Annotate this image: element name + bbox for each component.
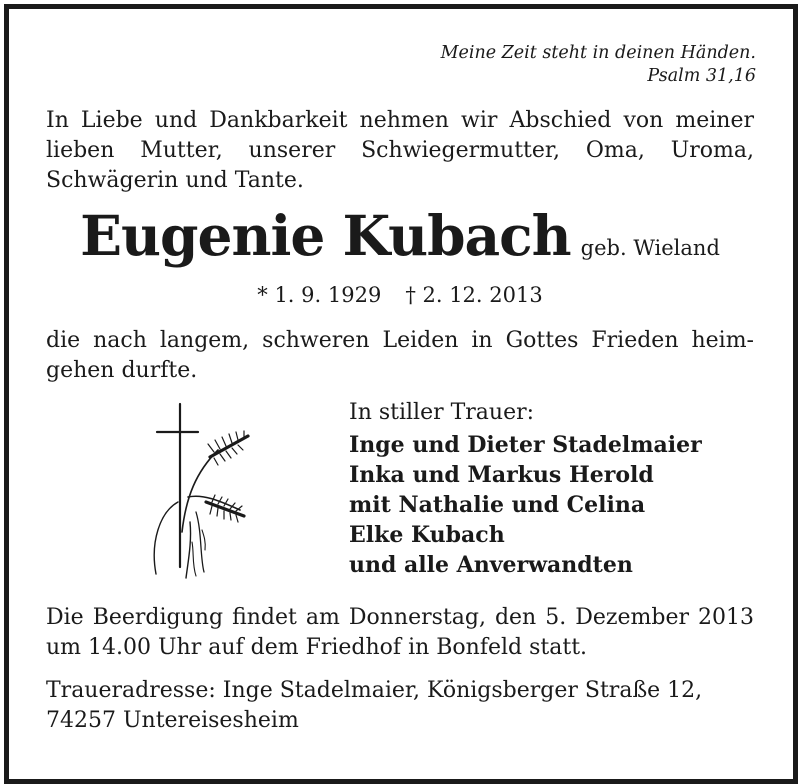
address-line-1: Traueradresse: Inge Stadelmaier, Königsberger Straße 12, xyxy=(46,678,703,703)
mourner-name: Inka und Markus Herold xyxy=(349,462,654,488)
life-dates xyxy=(0,283,800,307)
funeral-text: Die Beerdigung findet am Donnerstag, den 5. Dezember 2013 um 14.00 Uhr auf dem Friedhof in Bonfeld statt. xyxy=(46,605,754,660)
birth-name: geb. Wieland xyxy=(580,236,720,260)
bible-motto xyxy=(441,42,756,88)
mourners-block xyxy=(349,398,702,580)
mourner-name: und alle Anverwandten xyxy=(349,552,633,578)
intro-text: In Liebe und Dankbarkeit nehmen wir Abschied von meiner lieben Mutter, unserer Schwiegermutter, Oma, Uroma, Schwägerin und Tante. xyxy=(46,108,754,193)
motto-quote: Meine Zeit steht in deinen Händen. xyxy=(440,43,756,63)
passing-text: die nach langem, schweren Leiden in Gottes Frieden heim-gehen durfte. xyxy=(46,328,754,383)
death-date: † 2. 12. 2013 xyxy=(405,283,543,307)
mourner-name: Inge und Dieter Stadelmaier xyxy=(349,432,702,458)
mourners-heading: In stiller Trauer: xyxy=(349,400,535,425)
deceased-name: Eugenie Kubach xyxy=(80,203,571,268)
address-line-2: 74257 Untereisesheim xyxy=(46,708,299,733)
address-block xyxy=(46,676,754,736)
mourner-name: Elke Kubach xyxy=(349,522,505,548)
cross-with-wheat-icon xyxy=(148,402,258,582)
mourner-name: mit Nathalie und Celina xyxy=(349,492,646,518)
motto-reference: Psalm 31,16 xyxy=(647,66,756,86)
deceased-name-line xyxy=(0,203,800,268)
birth-date: * 1. 9. 1929 xyxy=(257,283,382,307)
